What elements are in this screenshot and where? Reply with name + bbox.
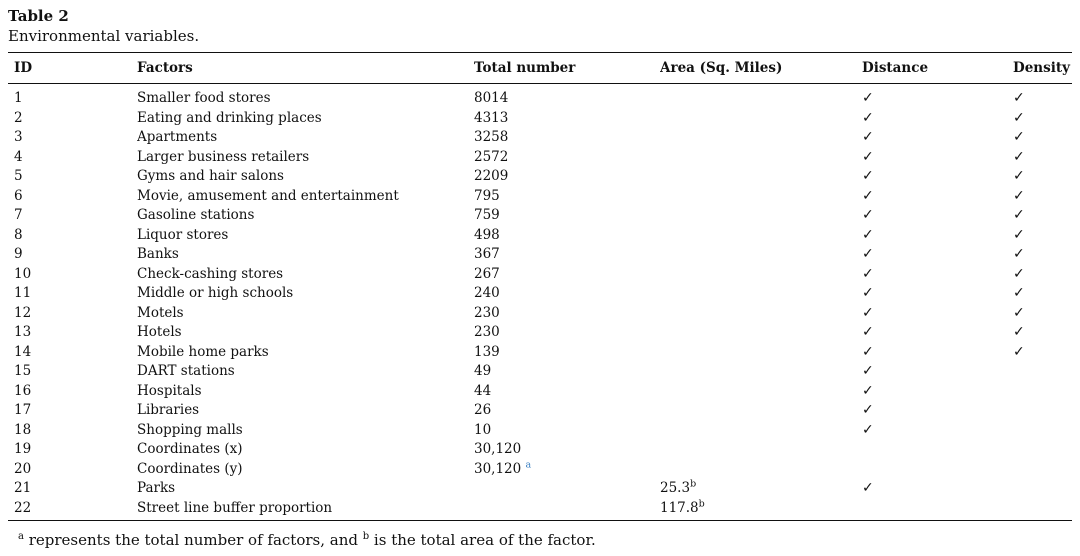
check-icon-density <box>1013 479 1072 499</box>
check-icon-distance: ✓ <box>862 226 874 243</box>
cell-factor: Eating and drinking places <box>137 109 322 126</box>
cell-area <box>660 128 862 148</box>
total-value: 30,120 <box>474 460 522 477</box>
total-value: 3258 <box>474 129 509 145</box>
table-row <box>8 304 1072 324</box>
cell-area <box>660 284 862 304</box>
cell-factor: Hospitals <box>137 382 202 399</box>
table-row <box>8 362 1072 382</box>
cell-factor: Gyms and hair salons <box>137 168 284 184</box>
footnote-marker-a: a <box>18 531 24 542</box>
total-value: 44 <box>474 382 492 399</box>
cell-id: 18 <box>14 421 32 438</box>
cell-id: 7 <box>14 207 23 223</box>
cell-total-number <box>474 499 660 519</box>
check-icon-density: ✓ <box>1013 109 1025 126</box>
cell-total-number <box>474 343 660 363</box>
table-row <box>8 109 1072 129</box>
check-icon-density: ✓ <box>1013 187 1025 204</box>
table-row <box>8 343 1072 363</box>
total-value: 26 <box>474 402 492 418</box>
check-icon-distance: ✓ <box>862 168 874 184</box>
cell-id: 16 <box>14 382 32 399</box>
cell-total-number <box>474 128 660 148</box>
cell-id: 6 <box>14 187 23 204</box>
header-id: ID <box>14 60 33 76</box>
cell-area <box>660 499 862 519</box>
cell-id: 9 <box>14 246 23 262</box>
check-icon-density: ✓ <box>1013 246 1025 262</box>
cell-factor: DART stations <box>137 363 235 379</box>
footnote-marker-b: b <box>362 531 370 542</box>
total-value: 30,120 <box>474 441 522 457</box>
check-icon-distance: ✓ <box>862 324 874 340</box>
table-row <box>8 245 1072 265</box>
cell-factor: Apartments <box>137 129 218 145</box>
cell-total-number <box>474 226 660 246</box>
check-icon-distance: ✓ <box>862 207 874 223</box>
cell-id: 19 <box>14 441 32 457</box>
check-icon-distance: ✓ <box>862 421 874 438</box>
total-value: 49 <box>474 363 492 379</box>
table-bottom-rule <box>8 520 1072 521</box>
table-row <box>8 226 1072 246</box>
check-icon-density: ✓ <box>1013 343 1025 360</box>
check-icon-density: ✓ <box>1013 304 1025 321</box>
cell-total-number <box>474 362 660 382</box>
table-row <box>8 499 1072 519</box>
check-icon-density: ✓ <box>1013 324 1025 340</box>
table-row <box>8 206 1072 226</box>
cell-area <box>660 187 862 207</box>
cell-area <box>660 226 862 246</box>
cell-factor: Shopping malls <box>137 421 243 438</box>
check-icon-density: ✓ <box>1013 265 1025 282</box>
check-icon-distance: ✓ <box>862 363 874 379</box>
table-row <box>8 167 1072 187</box>
cell-factor: Hotels <box>137 324 182 340</box>
table-row <box>8 401 1072 421</box>
cell-id: 13 <box>14 324 32 340</box>
cell-id: 3 <box>14 129 23 145</box>
footnote-ref-b: b <box>698 498 705 509</box>
table-label: Table 2 <box>8 7 69 25</box>
cell-id: 12 <box>14 304 32 321</box>
total-value: 759 <box>474 207 500 223</box>
total-value: 267 <box>474 265 500 282</box>
check-icon-density: ✓ <box>1013 90 1025 106</box>
cell-id: 11 <box>14 285 32 301</box>
cell-total-number <box>474 148 660 168</box>
cell-total-number <box>474 245 660 265</box>
cell-factor: Liquor stores <box>137 226 229 243</box>
cell-total-number <box>474 284 660 304</box>
cell-area <box>660 148 862 168</box>
cell-factor: Street line buffer proportion <box>137 499 333 516</box>
check-icon-distance: ✓ <box>862 382 874 399</box>
cell-id: 2 <box>14 109 23 126</box>
cell-factor: Banks <box>137 246 179 262</box>
check-icon-density <box>1013 382 1072 402</box>
footnote-ref-b: b <box>690 479 697 490</box>
cell-factor: Movie, amusement and entertainment <box>137 187 399 204</box>
total-value: 498 <box>474 226 500 243</box>
header-total-number: Total number <box>474 60 576 76</box>
header-density: Density <box>1013 60 1070 76</box>
cell-id: 17 <box>14 402 32 418</box>
cell-total-number <box>474 89 660 109</box>
check-icon-density: ✓ <box>1013 168 1025 184</box>
environmental-variables-table <box>8 52 1072 521</box>
cell-id: 10 <box>14 265 32 282</box>
cell-area <box>660 343 862 363</box>
cell-area <box>660 479 862 499</box>
check-icon-density <box>1013 362 1072 382</box>
cell-area <box>660 206 862 226</box>
total-value: 2209 <box>474 168 509 184</box>
header-area: Area (Sq. Miles) <box>660 60 783 76</box>
table-footnote <box>18 530 596 550</box>
cell-area <box>660 167 862 187</box>
cell-area <box>660 421 862 441</box>
table-row <box>8 479 1072 499</box>
cell-total-number <box>474 401 660 421</box>
check-icon-distance: ✓ <box>862 265 874 282</box>
check-icon-density: ✓ <box>1013 285 1025 301</box>
area-value: 117.8 <box>660 499 699 516</box>
check-icon-distance: ✓ <box>862 402 874 418</box>
check-icon-density <box>1013 421 1072 441</box>
cell-id: 4 <box>14 148 23 165</box>
table-row <box>8 382 1072 402</box>
cell-factor: Mobile home parks <box>137 343 269 360</box>
check-icon-distance: ✓ <box>862 187 874 204</box>
check-icon-distance: ✓ <box>862 129 874 145</box>
cell-factor: Coordinates (y) <box>137 460 243 477</box>
cell-area <box>660 109 862 129</box>
cell-total-number <box>474 109 660 129</box>
total-value: 230 <box>474 304 500 321</box>
cell-area <box>660 245 862 265</box>
cell-area <box>660 362 862 382</box>
header-rule <box>8 83 1072 84</box>
footnote-text-1: represents the total number of factors, and <box>23 531 363 549</box>
table-caption <box>8 6 199 46</box>
cell-total-number <box>474 323 660 343</box>
total-value: 4313 <box>474 109 509 126</box>
cell-factor: Libraries <box>137 402 200 418</box>
check-icon-distance: ✓ <box>862 480 874 496</box>
cell-area <box>660 401 862 421</box>
cell-id: 14 <box>14 343 32 360</box>
table-row <box>8 265 1072 285</box>
cell-area <box>660 304 862 324</box>
table-row <box>8 421 1072 441</box>
table-row <box>8 89 1072 109</box>
total-value: 8014 <box>474 90 509 106</box>
data-table <box>8 53 1072 83</box>
cell-area <box>660 323 862 343</box>
check-icon-distance <box>862 440 1013 460</box>
cell-factor: Smaller food stores <box>137 90 271 106</box>
cell-id: 21 <box>14 480 32 496</box>
cell-total-number <box>474 206 660 226</box>
check-icon-density: ✓ <box>1013 226 1025 243</box>
cell-total-number <box>474 187 660 207</box>
cell-factor: Gasoline stations <box>137 207 255 223</box>
footnote-text-2: is the total area of the factor. <box>369 531 596 549</box>
cell-factor: Larger business retailers <box>137 148 310 165</box>
check-icon-distance: ✓ <box>862 343 874 360</box>
cell-id: 22 <box>14 499 32 516</box>
cell-area <box>660 89 862 109</box>
cell-total-number <box>474 460 660 480</box>
check-icon-density <box>1013 440 1072 460</box>
cell-area <box>660 460 862 480</box>
total-value: 367 <box>474 246 500 262</box>
cell-total-number <box>474 304 660 324</box>
cell-total-number <box>474 382 660 402</box>
footnote-ref-a[interactable]: a <box>525 459 532 470</box>
cell-factor: Coordinates (x) <box>137 441 243 457</box>
cell-area <box>660 440 862 460</box>
total-value: 230 <box>474 324 500 340</box>
cell-total-number <box>474 265 660 285</box>
data-table-body <box>8 89 1072 518</box>
cell-factor: Check-cashing stores <box>137 265 284 282</box>
check-icon-density: ✓ <box>1013 129 1025 145</box>
table-title: Environmental variables. <box>8 27 200 45</box>
cell-factor: Middle or high schools <box>137 285 294 301</box>
check-icon-distance: ✓ <box>862 148 874 165</box>
total-value: 10 <box>474 421 492 438</box>
check-icon-density <box>1013 460 1072 480</box>
cell-id: 8 <box>14 226 23 243</box>
header-row <box>8 53 1072 83</box>
cell-id: 20 <box>14 460 32 477</box>
check-icon-distance: ✓ <box>862 285 874 301</box>
cell-total-number <box>474 167 660 187</box>
table-row <box>8 128 1072 148</box>
cell-area <box>660 265 862 285</box>
check-icon-density: ✓ <box>1013 207 1025 223</box>
table-row <box>8 187 1072 207</box>
cell-id: 1 <box>14 90 23 106</box>
cell-id: 15 <box>14 363 32 379</box>
check-icon-distance: ✓ <box>862 246 874 262</box>
table-row <box>8 440 1072 460</box>
header-distance: Distance <box>862 60 929 76</box>
check-icon-distance <box>862 499 1013 519</box>
header-factors: Factors <box>137 60 193 76</box>
cell-area <box>660 382 862 402</box>
cell-id: 5 <box>14 168 23 184</box>
table-row <box>8 148 1072 168</box>
area-value: 25.3 <box>660 480 691 496</box>
check-icon-distance: ✓ <box>862 304 874 321</box>
cell-factor: Parks <box>137 480 176 496</box>
table-row <box>8 323 1072 343</box>
total-value: 240 <box>474 285 500 301</box>
check-icon-distance: ✓ <box>862 109 874 126</box>
cell-total-number <box>474 479 660 499</box>
cell-factor: Motels <box>137 304 184 321</box>
check-icon-density: ✓ <box>1013 148 1025 165</box>
total-value: 2572 <box>474 148 509 165</box>
check-icon-distance <box>862 460 1013 480</box>
check-icon-density <box>1013 401 1072 421</box>
total-value: 795 <box>474 187 500 204</box>
total-value: 139 <box>474 343 500 360</box>
table-row <box>8 460 1072 480</box>
check-icon-density <box>1013 499 1072 519</box>
check-icon-distance: ✓ <box>862 90 874 106</box>
cell-total-number <box>474 421 660 441</box>
cell-total-number <box>474 440 660 460</box>
table-row <box>8 284 1072 304</box>
